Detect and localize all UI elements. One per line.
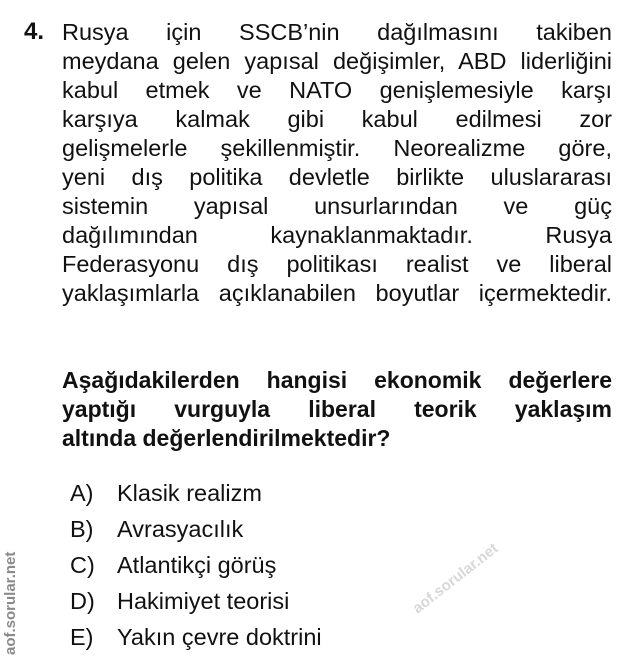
option-text: Hakimiyet teorisi (117, 587, 290, 614)
stem-line: yaptığı vurguyla liberal teorik yaklaşım (62, 396, 612, 422)
paragraph-line: yaklaşımlarla açıklanabilen boyutlar içermektedir. (62, 280, 612, 306)
paragraph-line: dağılımından kaynaklanmaktadır. Rusya (62, 222, 612, 248)
paragraph-line: meydana gelen yapısal değişimler, ABD liderliğini (62, 48, 612, 74)
option-letter: C) (70, 551, 95, 578)
question-paragraph (62, 18, 612, 308)
option-text: Klasik realizm (117, 479, 262, 506)
option-text: Yakın çevre doktrini (117, 623, 322, 650)
paragraph-line: gelişmelerle şekillenmiştir. Neorealizme göre, (62, 135, 612, 161)
option-letter: D) (70, 587, 95, 614)
option-text: Atlantikçi görüş (117, 551, 277, 578)
answer-options (70, 475, 322, 655)
option-a[interactable] (70, 475, 322, 511)
stem-line: altında değerlendirilmektedir? (62, 425, 391, 451)
option-letter: B) (70, 515, 94, 542)
question-stem (62, 366, 612, 453)
side-watermark: aof.sorular.net (2, 551, 19, 655)
option-text: Avrasyacılık (117, 515, 244, 542)
option-b[interactable] (70, 511, 322, 547)
option-letter: A) (70, 479, 94, 506)
option-d[interactable] (70, 583, 322, 619)
question-number: 4. (24, 18, 45, 45)
paragraph-line: karşıya kalmak gibi kabul edilmesi zor (62, 106, 612, 132)
paragraph-line: Rusya için SSCB’nin dağılmasını takiben (62, 19, 612, 45)
option-c[interactable] (70, 547, 322, 583)
paragraph-line: Federasyonu dış politikası realist ve liberal (62, 251, 612, 277)
paragraph-line: sistemin yapısal unsurlarından ve güç (62, 193, 612, 219)
diagonal-watermark: aof.sorular.net (409, 539, 502, 617)
option-e[interactable] (70, 619, 322, 655)
option-letter: E) (70, 623, 94, 650)
paragraph-line: yeni dış politika devletle birlikte uluslararası (62, 164, 612, 190)
stem-line: Aşağıdakilerden hangisi ekonomik değerlere (62, 367, 612, 393)
paragraph-line: kabul etmek ve NATO genişlemesiyle karşı (62, 77, 612, 103)
